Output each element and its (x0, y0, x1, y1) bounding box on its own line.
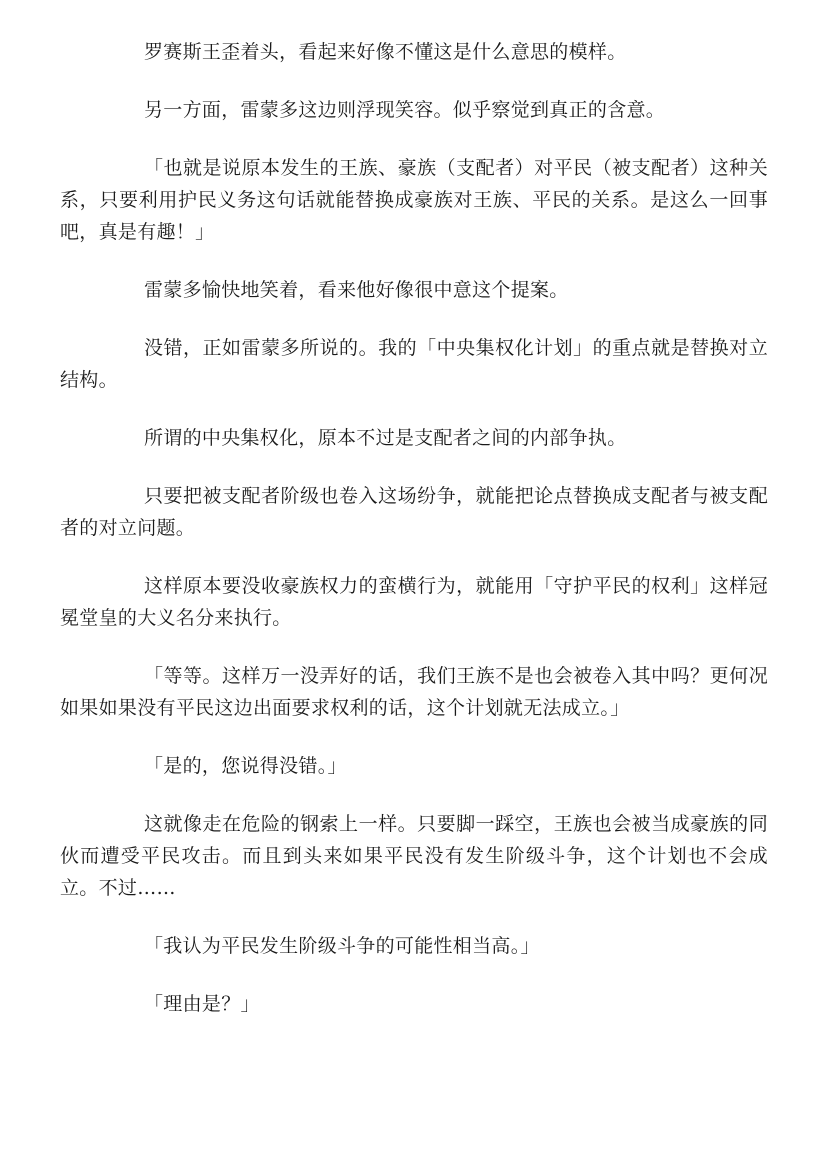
paragraph-9: 「等等。这样万一没弄好的话，我们王族不是也会被卷入其中吗？更何况如果如果没有平民这边出面要求权利的话，这个计划就无法成立。」 (60, 665, 768, 719)
paragraph-13: 「理由是？」 (144, 993, 260, 1015)
paragraph-6: 所谓的中央集权化，原本不过是支配者之间的内部争执。 (144, 427, 627, 449)
paragraph-4: 雷蒙多愉快地笑着，看来他好像很中意这个提案。 (144, 279, 569, 301)
paragraph-7: 只要把被支配者阶级也卷入这场纷争，就能把论点替换成支配者与被支配者的对立问题。 (60, 485, 768, 539)
paragraph-1: 罗赛斯王歪着头，看起来好像不懂这是什么意思的模样。 (144, 41, 627, 63)
paragraph-5: 没错，正如雷蒙多所说的。我的「中央集权化计划」的重点就是替换对立结构。 (60, 337, 768, 391)
paragraph-11: 这就像走在危险的钢索上一样。只要脚一踩空，王族也会被当成豪族的同伙而遭受平民攻击。而且到头来如果平民没有发生阶级斗争，这个计划也不会成立。不过…… (60, 813, 768, 899)
paragraph-8: 这样原本要没收豪族权力的蛮横行为，就能用「守护平民的权利」这样冠冕堂皇的大义名分来执行。 (60, 575, 768, 629)
paragraph-3: 「也就是说原本发生的王族、豪族（支配者）对平民（被支配者）这种关系，只要利用护民义务这句话就能替换成豪族对王族、平民的关系。是这么一回事吧，真是有趣！」 (60, 157, 768, 243)
paragraph-12: 「我认为平民发生阶级斗争的可能性相当高。」 (144, 935, 540, 957)
paragraph-2: 另一方面，雷蒙多这边则浮现笑容。似乎察觉到真正的含意。 (144, 99, 666, 121)
paragraph-10: 「是的，您说得没错。」 (144, 755, 347, 777)
